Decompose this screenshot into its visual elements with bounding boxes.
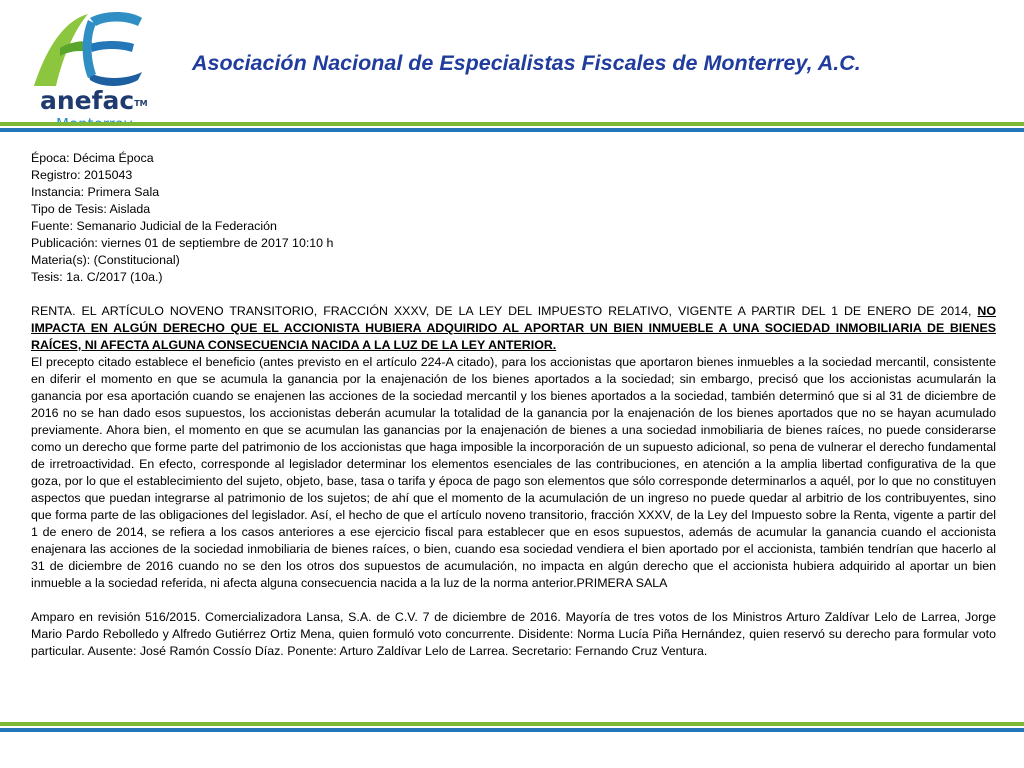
meta-materia: Materia(s): (Constitucional) bbox=[31, 253, 180, 267]
header-divider bbox=[0, 122, 1024, 132]
meta-instancia: Instancia: Primera Sala bbox=[31, 185, 160, 199]
meta-registro: Registro: 2015043 bbox=[31, 168, 133, 182]
meta-epoca: Época: Décima Época bbox=[31, 151, 154, 165]
footer-divider bbox=[0, 722, 1024, 732]
meta-tipo: Tipo de Tesis: Aislada bbox=[31, 202, 151, 216]
thesis-document bbox=[31, 150, 996, 660]
page-title: Asociación Nacional de Especialistas Fiscales de Monterrey, A.C. bbox=[192, 51, 861, 75]
meta-publicacion: Publicación: viernes 01 de septiembre de 2017 10:10 h bbox=[31, 236, 334, 250]
meta-fuente: Fuente: Semanario Judicial de la Federación bbox=[31, 219, 277, 233]
thesis-heading bbox=[31, 303, 996, 354]
anefac-logo bbox=[22, 8, 162, 128]
thesis-heading-text: RENTA. EL ARTÍCULO NOVENO TRANSITORIO, FRACCIÓN XXXV, DE LA LEY DEL IMPUESTO RELATIVO, VIGENTE A PARTIR DEL 1 DE ENERO DE 2014, bbox=[31, 304, 978, 318]
thesis-body: El precepto citado establece el beneficio (antes previsto en el artículo 224-A citado), para los accionistas que aportaron bienes inmuebles a la sociedad mercantil, consistente en diferir el momento en que se acumula la ganancia por la enajenación de los bienes aportados a la sociedad; sin embargo, precisó que los accionistas acumularán la ganancia por esa aportación cuando se enajenen las acciones de la sociedad mercantil y los bienes aportados a la sociedad, también determinó que si al 31 de diciembre de 2016 no se han dado esos supuestos, los accionistas deberán acumular la totalidad de la ganancia por la enajenación de los bienes aportados que no se hayan acumulado previamente. Ahora bien, el momento en que se acumulan las ganancias por la enajenación de bienes a una sociedad inmobiliaria de bienes raíces, no puede considerarse como un derecho que forme parte del patrimonio de los accionistas que haga imposible la incorporación de un supuesto adicional, so pena de vulnerar el derecho fundamental de irretroactividad. En efecto, corresponde al legislador determinar los elementos esenciales de las contribuciones, en atención a la amplia libertad configurativa de la que goza, por lo que el establecimiento del sujeto, objeto, base, tasa o tarifa y época de pago son elementos que sólo corresponde determinarlos a aquél, por lo que no constituyen aspectos que puedan integrarse al patrimonio de los sujetos; de ahí que el momento de la acumulación de un ingreso no puede quedar al arbitrio de los contribuyentes, sino que forma parte de las obligaciones del legislador. Así, el hecho de que el artículo noveno transitorio, fracción XXXV, de la Ley del Impuesto sobre la Renta, vigente a partir del 1 de enero de 2014, se refiera a los casos anteriores a ese ejercicio fiscal para establecer que en esos supuestos, además de acumular la ganancia cuando el accionista enajenara las acciones de la sociedad inmobiliaria de bienes raíces, o bien, cuando esa sociedad vendiera el bien aportado por el accionista, también tendrían que hacerlo al 31 de diciembre de 2016 cuando no se den los otros dos supuestos de acumulación, no impacta en algún derecho que el accionista hubiera adquirido al aportar un bien inmueble a la sociedad referida, ni afecta alguna consecuencia nacida a la luz de la norma anterior.PRIMERA SALA bbox=[31, 355, 996, 590]
thesis-heading-emphasis: NO IMPACTA EN ALGÚN DERECHO QUE EL ACCIONISTA HUBIERA ADQUIRIDO AL APORTAR UN BIEN INMUEBLE A UNA SOCIEDAD INMOBILIARIA DE BIENES RAÍCES, NI AFECTA ALGUNA CONSECUENCIA NACIDA A LA LUZ DE LA LEY ANTERIOR. bbox=[31, 304, 996, 352]
thesis-precedent: Amparo en revisión 516/2015. Comercializadora Lansa, S.A. de C.V. 7 de diciembre de 2016. Mayoría de tres votos de los Ministros Arturo Zaldívar Lelo de Larrea, Jorge Mario Pardo Rebolledo y Alfredo Gutiérrez Ortiz Mena, quien formuló voto concurrente. Disidente: Norma Lucía Piña Hernández, quien reservó su derecho para formular voto particular. Ausente: José Ramón Cossío Díaz. Ponente: Arturo Zaldívar Lelo de Larrea. Secretario: Fernando Cruz Ventura. bbox=[31, 610, 996, 658]
anefac-ae-mark-icon bbox=[30, 8, 150, 90]
meta-tesis: Tesis: 1a. C/2017 (10a.) bbox=[31, 270, 163, 284]
logo-trademark: TM bbox=[134, 99, 148, 108]
logo-wordmark: anefac™ bbox=[40, 86, 148, 115]
